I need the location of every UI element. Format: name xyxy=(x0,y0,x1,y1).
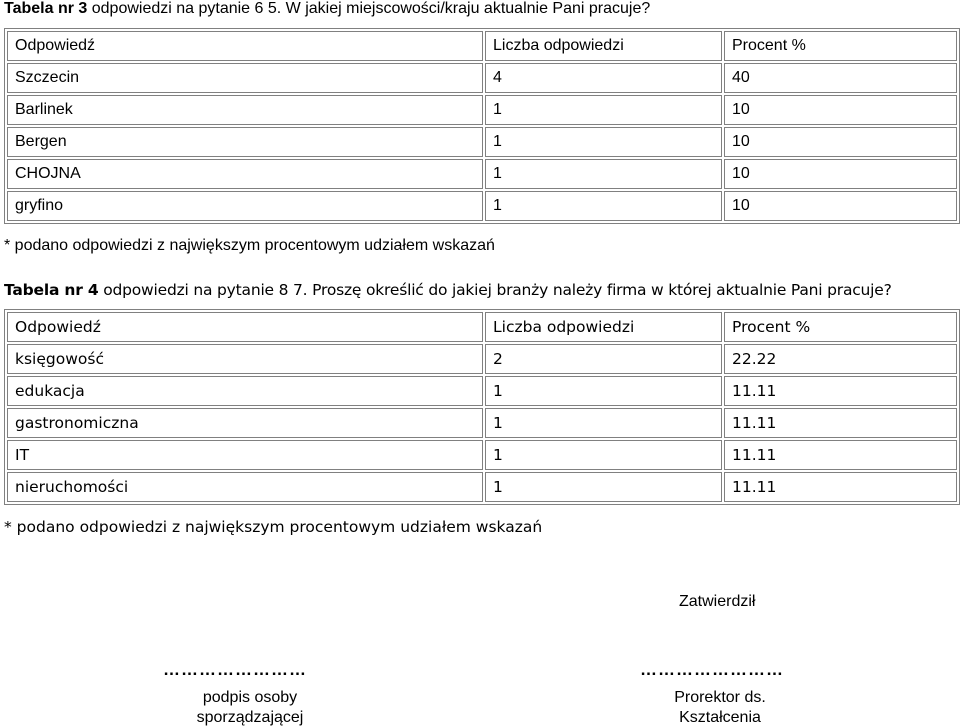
table-header-row xyxy=(7,312,957,342)
table-row xyxy=(7,344,957,374)
cell-percent: 22.22 xyxy=(724,344,957,374)
header-count: Liczba odpowiedzi xyxy=(485,312,722,342)
cell-answer: Barlinek xyxy=(7,95,483,125)
signature-caption-preparer xyxy=(170,688,330,728)
header-answer: Odpowiedź xyxy=(7,312,483,342)
table4 xyxy=(4,309,960,505)
table-row xyxy=(7,95,957,125)
cell-count: 1 xyxy=(485,472,722,502)
signature-caption-line: sporządzającej xyxy=(196,709,304,726)
cell-percent: 40 xyxy=(724,63,957,93)
cell-count: 4 xyxy=(485,63,722,93)
cell-count: 1 xyxy=(485,127,722,157)
cell-answer: księgowość xyxy=(7,344,483,374)
cell-answer: nieruchomości xyxy=(7,472,483,502)
table-row xyxy=(7,127,957,157)
cell-answer: CHOJNA xyxy=(7,159,483,189)
table-row xyxy=(7,63,957,93)
table4-caption xyxy=(4,281,892,299)
cell-count: 1 xyxy=(485,191,722,221)
table4-caption-text: odpowiedzi na pytanie 8 7. Proszę określić do jakiej branży należy firma w której aktualnie Pani pracuje? xyxy=(98,281,892,299)
table-row xyxy=(7,159,957,189)
table3-note: * podano odpowiedzi z największym procentowym udziałem wskazań xyxy=(4,237,495,254)
cell-count: 2 xyxy=(485,344,722,374)
cell-percent: 10 xyxy=(724,191,957,221)
cell-answer: edukacja xyxy=(7,376,483,406)
signature-caption-line: podpis osoby xyxy=(202,689,298,706)
cell-percent: 11.11 xyxy=(724,472,957,502)
signature-caption-line: Kształcenia xyxy=(679,709,761,726)
cell-percent: 10 xyxy=(724,159,957,189)
cell-percent: 10 xyxy=(724,127,957,157)
signature-caption-line: Prorektor ds. xyxy=(674,689,766,706)
approved-by-label: Zatwierdził xyxy=(679,593,756,610)
signature-caption-prorector xyxy=(640,688,800,728)
header-count: Liczba odpowiedzi xyxy=(485,31,722,61)
cell-count: 1 xyxy=(485,159,722,189)
cell-answer: gastronomiczna xyxy=(7,408,483,438)
cell-count: 1 xyxy=(485,408,722,438)
cell-answer: gryfino xyxy=(7,191,483,221)
table4-note: * podano odpowiedzi z największym procentowym udziałem wskazań xyxy=(4,518,543,536)
signature-line-left: …………………… xyxy=(163,660,307,679)
cell-answer: Bergen xyxy=(7,127,483,157)
table-row xyxy=(7,440,957,470)
cell-percent: 11.11 xyxy=(724,408,957,438)
cell-count: 1 xyxy=(485,376,722,406)
cell-answer: IT xyxy=(7,440,483,470)
cell-percent: 11.11 xyxy=(724,376,957,406)
table3-caption-text: odpowiedzi na pytanie 6 5. W jakiej miejscowości/kraju aktualnie Pani pracuje? xyxy=(87,0,651,17)
header-percent: Procent % xyxy=(724,312,957,342)
header-percent: Procent % xyxy=(724,31,957,61)
table-row xyxy=(7,408,957,438)
header-answer: Odpowiedź xyxy=(7,31,483,61)
table4-caption-label: Tabela nr 4 xyxy=(4,281,99,299)
table-row xyxy=(7,472,957,502)
cell-percent: 11.11 xyxy=(724,440,957,470)
signature-line-right: …………………… xyxy=(640,660,784,679)
cell-count: 1 xyxy=(485,440,722,470)
table-row xyxy=(7,191,957,221)
cell-count: 1 xyxy=(485,95,722,125)
table3 xyxy=(4,28,960,224)
table-row xyxy=(7,376,957,406)
cell-answer: Szczecin xyxy=(7,63,483,93)
cell-percent: 10 xyxy=(724,95,957,125)
table3-caption xyxy=(4,0,650,18)
table3-caption-label: Tabela nr 3 xyxy=(4,0,88,17)
table-header-row xyxy=(7,31,957,61)
